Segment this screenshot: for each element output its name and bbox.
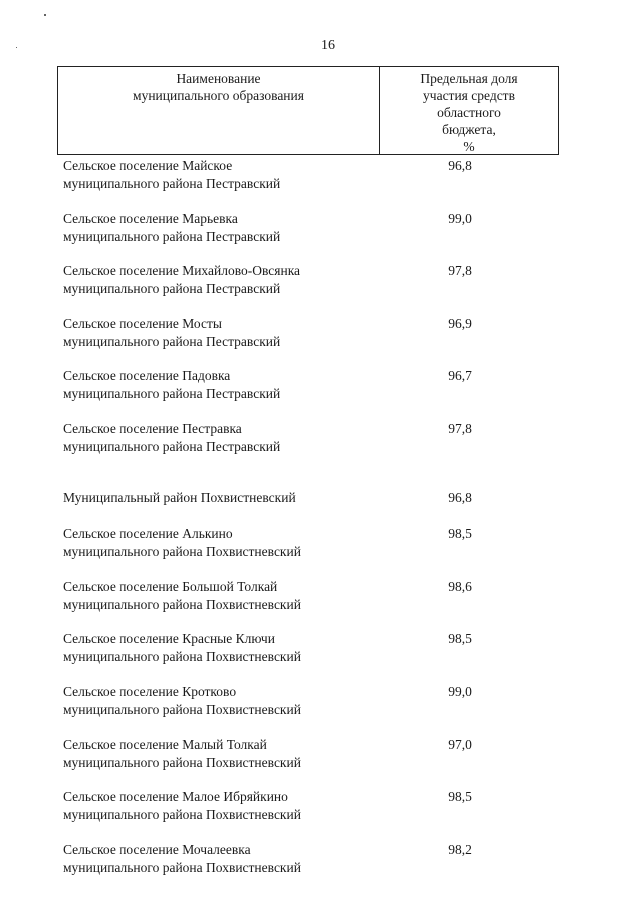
share-value: 98,2 [448,841,472,857]
table-row [0,788,640,841]
table-row [0,210,640,263]
municipality-name-line: Сельское поселение Красные Ключи [63,631,275,647]
scan-speck [44,14,46,16]
municipality-name [63,367,363,403]
page-number: 16 [321,38,335,53]
table-row [0,525,640,578]
municipality-name-line: муниципального района Похвистневский [63,596,301,612]
share-value: 97,8 [448,263,472,279]
municipality-name-line: муниципального района Пестравский [63,333,281,349]
share-value: 96,8 [448,489,472,505]
header-share-column [380,67,558,154]
table-row [0,367,640,420]
table-row [0,262,640,315]
municipality-name-line: Сельское поселение Алькино [63,526,233,542]
share-value: 96,8 [448,158,472,173]
municipality-name-line: Сельское поселение Михайлово-Овсянка [63,263,301,279]
share-value: 97,8 [448,420,472,436]
municipality-name-line: муниципального района Похвистневский [63,807,301,823]
share-value: 96,7 [448,368,472,384]
municipality-name-line: муниципального района Пестравский [63,228,281,244]
municipality-name [63,841,363,877]
municipality-name-line: Сельское поселение Пестравка [63,420,242,436]
municipality-name [63,420,363,456]
municipality-name [63,683,363,719]
municipality-name-line: муниципального района Похвистневский [63,859,301,875]
share-value: 98,5 [448,631,472,647]
table-row [0,736,640,789]
share-value: 99,0 [448,683,472,699]
header-share-line: Предельная доля [420,71,518,86]
table-row [0,683,640,736]
share-value: 98,6 [448,578,472,594]
municipality-name-line: Сельское поселение Малое Ибряйкино [63,789,288,805]
header-share-line: областного [437,105,501,120]
share-value: 99,0 [448,210,472,226]
municipality-name [63,788,363,824]
municipality-name-line: муниципального района Похвистневский [63,544,301,560]
municipality-name-line: муниципального района Пестравский [63,281,281,297]
municipality-name [63,315,363,351]
municipality-name-line: муниципального района Похвистневский [63,754,301,770]
municipality-name [63,630,363,666]
municipality-name-line: Сельское поселение Малый Толкай [63,736,267,752]
municipality-name [63,736,363,772]
municipality-name [63,157,363,193]
table-row [0,420,640,473]
table-body [0,157,640,893]
table-row [0,157,640,210]
table-row [0,841,640,894]
header-share-line: бюджета, [442,122,496,137]
municipality-name-line: Сельское поселение Большой Толкай [63,578,278,594]
header-name-line: муниципального образования [133,88,304,103]
municipality-name [63,578,363,614]
municipality-name-line: Сельское поселение Марьевка [63,210,238,226]
table-row [0,473,640,526]
municipality-name-line: Сельское поселение Кротково [63,683,237,699]
share-value: 98,5 [448,526,472,542]
municipality-name-line: Сельское поселение Падовка [63,368,231,384]
municipality-name-line: муниципального района Пестравский [63,386,281,402]
table-row [0,315,640,368]
municipality-name-line: муниципального района Пестравский [63,176,281,191]
header-share-line: % [463,139,475,154]
header-share-line: участия средств [423,88,515,103]
municipality-name-line: муниципального района Похвистневский [63,649,301,665]
header-name-line: Наименование [176,71,261,86]
municipality-name [63,210,363,246]
municipality-name-line: муниципального района Пестравский [63,438,281,454]
municipality-name [63,262,363,298]
municipality-name [63,525,363,561]
municipality-name-line: муниципального района Похвистневский [63,701,301,717]
share-value: 96,9 [448,315,472,331]
header-name-column [58,67,380,154]
table-row [0,578,640,631]
table-header [57,66,559,155]
table-row [0,630,640,683]
municipality-name [63,489,363,507]
share-value: 97,0 [448,736,472,752]
municipality-name-line: Муниципальный район Похвистневский [63,489,296,505]
municipality-name-line: Сельское поселение Майское [63,158,233,173]
share-value: 98,5 [448,789,472,805]
municipality-name-line: Сельское поселение Мочалеевка [63,841,251,857]
municipality-name-line: Сельское поселение Мосты [63,315,222,331]
